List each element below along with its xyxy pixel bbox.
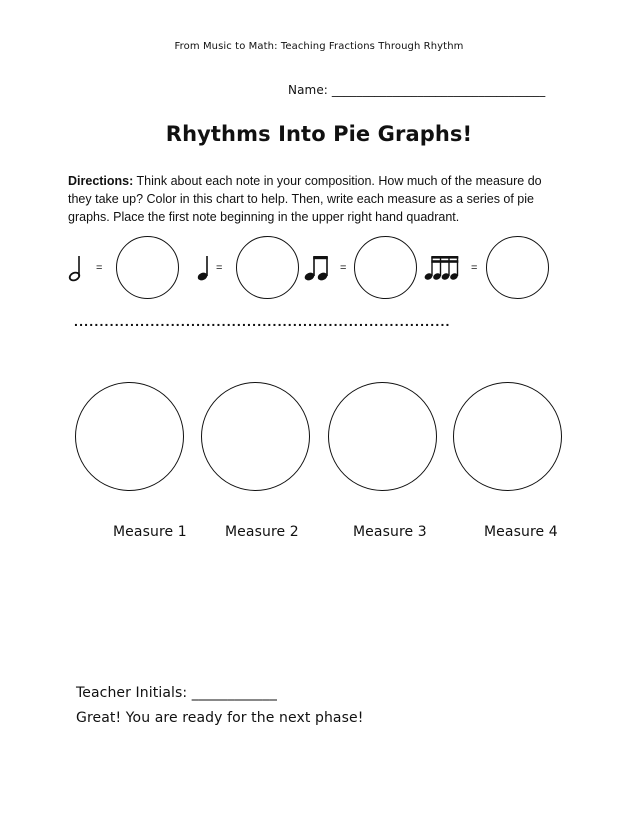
measure-2-label: Measure 2 xyxy=(225,524,299,540)
measure-1-label: Measure 1 xyxy=(113,524,187,540)
quarter-note-icon xyxy=(196,254,212,282)
name-field-line: Name: ___________________________________ xyxy=(288,83,546,97)
equals-sign: = xyxy=(471,262,478,274)
page-header: From Music to Math: Teaching Fractions Through Rhythm xyxy=(174,41,464,52)
dotted-divider: .......................................................................... xyxy=(74,313,451,329)
half-note-pie-circle[interactable] xyxy=(116,236,179,299)
quarter-note-pie-circle[interactable] xyxy=(236,236,299,299)
measure-3-pie-circle[interactable] xyxy=(328,382,437,491)
ready-message: Great! You are ready for the next phase! xyxy=(76,710,364,726)
page-title: Rhythms Into Pie Graphs! xyxy=(165,122,473,146)
equals-sign: = xyxy=(340,262,347,274)
four-sixteenth-notes-icon xyxy=(424,254,460,282)
directions-text: Think about each note in your composition. How much of the measure do they take up? Color in this chart to help. Then, write each measure as a series of pie graphs. Place the first note beginning in the upper right hand quadrant. xyxy=(68,174,542,224)
equals-sign: = xyxy=(216,262,223,274)
measure-1-pie-circle[interactable] xyxy=(75,382,184,491)
measure-4-label: Measure 4 xyxy=(484,524,558,540)
measure-2-pie-circle[interactable] xyxy=(201,382,310,491)
teacher-initials-line: Teacher Initials: ____________ xyxy=(76,685,277,701)
two-eighth-notes-icon xyxy=(304,254,330,282)
directions-label: Directions: xyxy=(68,174,134,188)
measure-3-label: Measure 3 xyxy=(353,524,427,540)
sixteenth-notes-pie-circle[interactable] xyxy=(486,236,549,299)
equals-sign: = xyxy=(96,262,103,274)
measure-4-pie-circle[interactable] xyxy=(453,382,562,491)
eighth-notes-pie-circle[interactable] xyxy=(354,236,417,299)
directions xyxy=(68,172,568,226)
half-note-icon xyxy=(68,254,84,282)
